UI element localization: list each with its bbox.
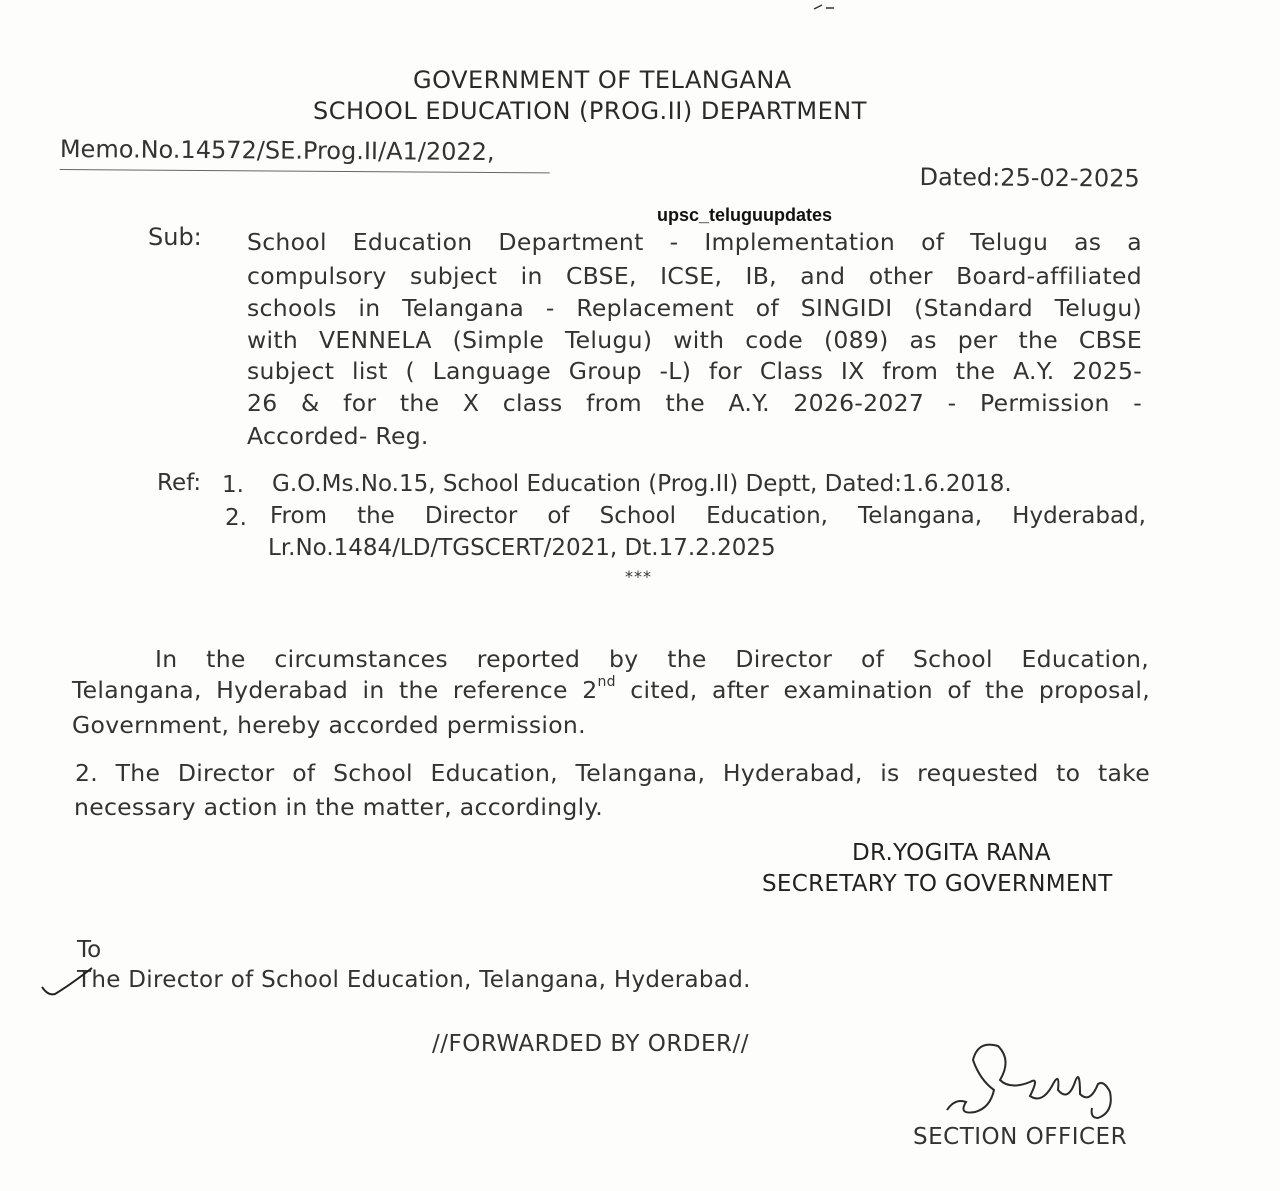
recipient-label: To xyxy=(77,937,102,963)
body-paragraph-1-line: In the circumstances reported by the Director of School Education, xyxy=(155,645,1149,673)
section-officer-label: SECTION OFFICER xyxy=(913,1124,1128,1150)
header-department: SCHOOL EDUCATION (PROG.II) DEPARTMENT xyxy=(313,97,867,125)
superscript: nd xyxy=(597,674,616,690)
reference-number: 2. xyxy=(225,505,247,531)
subject-line: with VENNELA (Simple Telugu) with code (089) as per the CBSE xyxy=(247,326,1142,354)
tick-mark-icon xyxy=(42,968,92,994)
subject-line: schools in Telangana - Replacement of SINGIDI (Standard Telugu) xyxy=(247,294,1142,322)
body-paragraph-2-line: 2. The Director of School Education, Telangana, Hyderabad, is requested to take xyxy=(75,759,1150,787)
forwarded-by-order: //FORWARDED BY ORDER// xyxy=(432,1031,750,1057)
subject-line: compulsory subject in CBSE, ICSE, IB, and other Board-affiliated xyxy=(247,262,1142,290)
body-text-segment: Telangana, Hyderabad in the reference 2 xyxy=(72,676,598,704)
body-paragraph-1-line: Government, hereby accorded permission. xyxy=(72,711,586,739)
top-scribble-mark xyxy=(814,5,834,9)
subject-line: 26 & for the X class from the A.Y. 2026-2027 - Permission - xyxy=(247,389,1142,417)
subject-line: Accorded- Reg. xyxy=(247,422,429,450)
body-paragraph-2-line: necessary action in the matter, accordingly. xyxy=(74,793,604,821)
reference-text: From the Director of School Education, Telangana, Hyderabad, xyxy=(270,503,1146,529)
subject-label: Sub: xyxy=(148,223,202,251)
reference-text: G.O.Ms.No.15, School Education (Prog.II) Deptt, Dated:1.6.2018. xyxy=(272,471,1012,497)
watermark-text: upsc_teluguupdates xyxy=(657,205,833,225)
reference-text: Lr.No.1484/LD/TGSCERT/2021, Dt.17.2.2025 xyxy=(268,535,776,561)
subject-line: School Education Department - Implementation of Telugu as a xyxy=(247,228,1142,256)
separator-stars: *** xyxy=(625,567,652,586)
references-label: Ref: xyxy=(157,470,202,496)
body-text-segment: cited, after examination of the proposal, xyxy=(615,676,1150,704)
signature-mark xyxy=(947,1045,1111,1118)
reference-number: 1. xyxy=(222,472,244,498)
signatory-title: SECRETARY TO GOVERNMENT xyxy=(762,871,1113,897)
memo-date: Dated:25-02-2025 xyxy=(919,163,1140,193)
signatory-name: DR.YOGITA RANA xyxy=(852,840,1051,866)
memo-number: Memo.No.14572/SE.Prog.II/A1/2022, xyxy=(59,135,495,167)
header-government: GOVERNMENT OF TELANGANA xyxy=(413,66,792,94)
subject-line: subject list ( Language Group -L) for Class IX from the A.Y. 2025- xyxy=(247,357,1142,385)
recipient-address: The Director of School Education, Telangana, Hyderabad. xyxy=(77,967,751,993)
